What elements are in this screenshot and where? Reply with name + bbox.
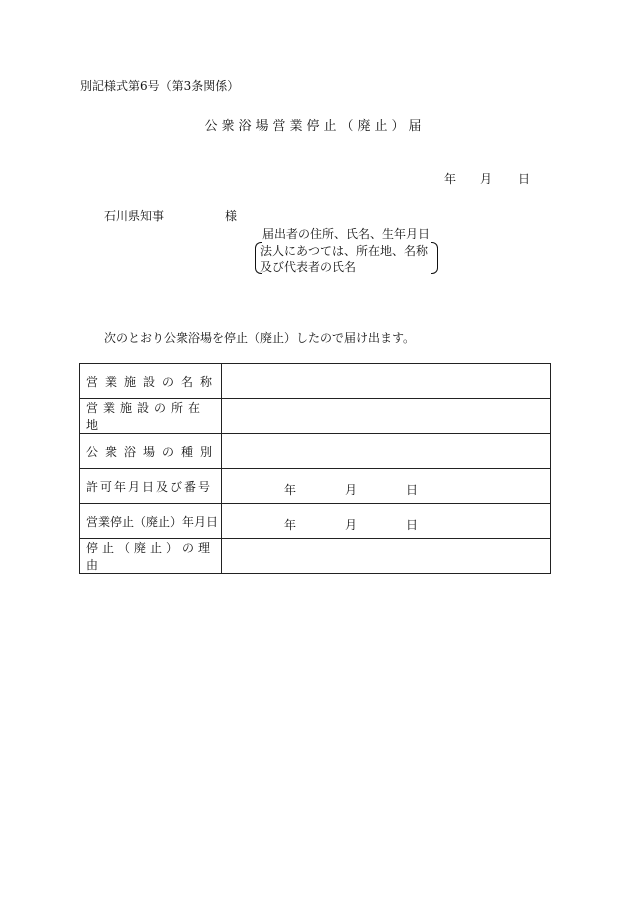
submission-date bbox=[444, 173, 530, 185]
addressee-honorific: 様 bbox=[225, 209, 238, 223]
bath-type-field[interactable] bbox=[222, 434, 551, 469]
permit-day-label: 日 bbox=[406, 483, 419, 497]
table-row bbox=[80, 399, 551, 434]
addressee-name: 石川県知事 bbox=[104, 209, 165, 223]
table-row bbox=[80, 539, 551, 574]
permit-date-number-field[interactable] bbox=[222, 469, 551, 504]
date-day-label: 日 bbox=[518, 172, 531, 186]
permit-year-label: 年 bbox=[284, 483, 297, 497]
date-year-label: 年 bbox=[444, 172, 457, 186]
facility-address-field[interactable] bbox=[222, 399, 551, 434]
permit-month-label: 月 bbox=[345, 483, 358, 497]
table-row bbox=[80, 504, 551, 539]
facility-address-label: 営業施設の所在地 bbox=[80, 399, 222, 434]
applicant-info-line1: 届出者の住所、氏名、生年月日 bbox=[262, 227, 431, 241]
facility-name-field[interactable] bbox=[222, 364, 551, 399]
suspension-reason-label: 停止（廃止）の理由 bbox=[80, 539, 222, 574]
suspension-reason-field[interactable] bbox=[222, 539, 551, 574]
bath-type-label: 公衆浴場の種別 bbox=[80, 434, 222, 469]
document-title: 公衆浴場営業停止（廃止）届 bbox=[204, 119, 426, 134]
suspension-date-label: 営業停止（廃止）年月日 bbox=[80, 504, 222, 539]
applicant-info-line2: 法人にあつては、所在地、名称 bbox=[260, 244, 429, 258]
form-table bbox=[79, 363, 551, 574]
suspension-date-field[interactable] bbox=[222, 504, 551, 539]
suspension-month-label: 月 bbox=[345, 518, 358, 532]
table-row bbox=[80, 364, 551, 399]
suspension-day-label: 日 bbox=[406, 518, 419, 532]
table-row bbox=[80, 469, 551, 504]
intro-text: 次のとおり公衆浴場を停止（廃止）したので届け出ます。 bbox=[104, 331, 416, 345]
facility-name-label: 営業施設の名称 bbox=[80, 364, 222, 399]
permit-date-number-label: 許可年月日及び番号 bbox=[80, 469, 222, 504]
form-number: 別記様式第6号（第3条関係） bbox=[80, 79, 240, 93]
applicant-info-line3: 及び代表者の氏名 bbox=[260, 260, 357, 274]
suspension-year-label: 年 bbox=[284, 518, 297, 532]
table-row bbox=[80, 434, 551, 469]
bracket-right bbox=[431, 242, 438, 274]
date-month-label: 月 bbox=[480, 172, 493, 186]
